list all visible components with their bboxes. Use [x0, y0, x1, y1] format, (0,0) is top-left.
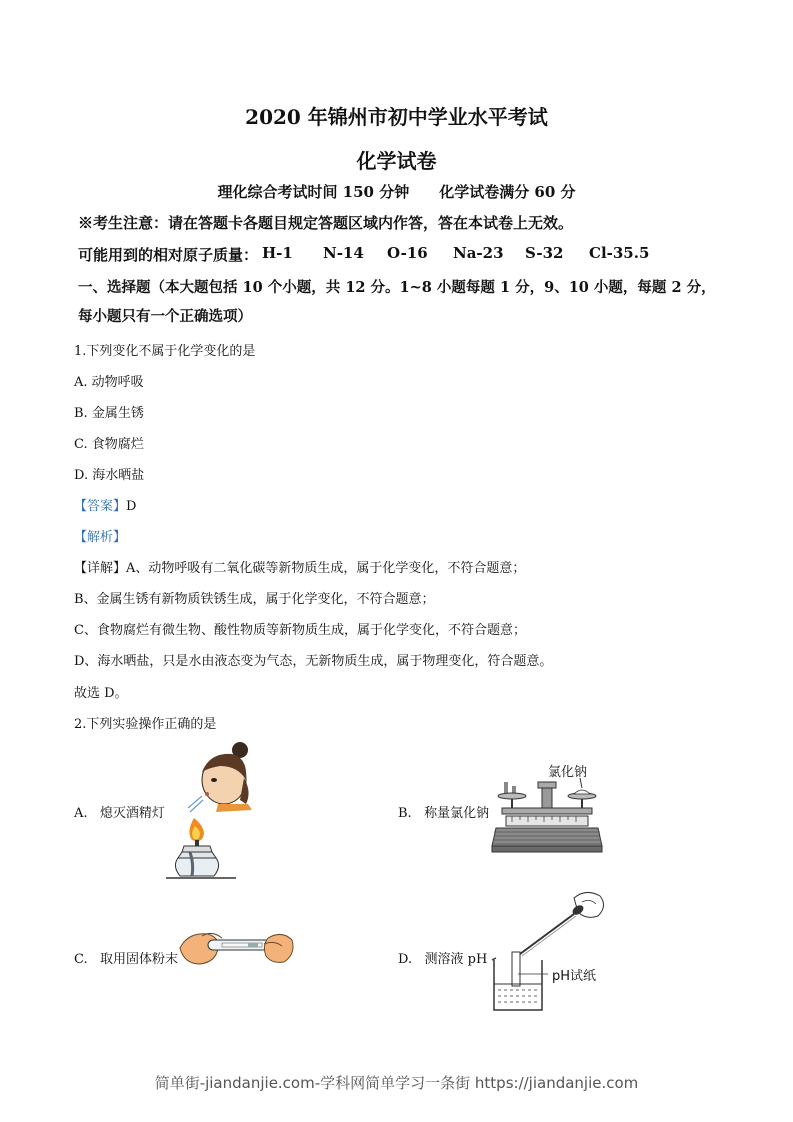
balance-figure	[490, 762, 604, 856]
atomic-mass-o: O-16	[387, 244, 428, 262]
q1-stem: 1.下列变化不属于化学变化的是	[74, 344, 256, 359]
q2-option-b: B. 称量氯化钠	[398, 806, 490, 821]
atomic-mass-s: S-32	[525, 244, 564, 262]
q1-answer	[74, 495, 136, 514]
atomic-mass-cl: Cl-35.5	[589, 244, 650, 262]
nacl-label: 氯化钠	[548, 765, 588, 780]
q1-option-a: A. 动物呼吸	[74, 375, 144, 390]
footer-watermark: 简单街-jiandanjie.com-学科网简单学习一条街 https://jiandanjie.com	[154, 1074, 639, 1092]
q1-option-b: B. 金属生锈	[74, 406, 144, 421]
paper-subtitle: 化学试卷	[356, 149, 437, 173]
answer-label: 【答案】	[74, 499, 127, 514]
atomic-mass-na: Na-23	[453, 244, 504, 262]
detail-line: 【详解】A、动物呼吸有二氧化碳等新物质生成，属于化学变化，不符合题意；	[74, 561, 526, 576]
answer-value: D	[126, 499, 137, 514]
q2-option-c: C. 取用固体粉末	[74, 952, 179, 967]
analysis-label: 【解析】	[74, 530, 127, 545]
q2-option-d: D. 测溶液 pH	[398, 952, 488, 967]
q1-option-d: D. 海水晒盐	[74, 468, 145, 483]
atomic-mass-n: N-14	[323, 244, 364, 262]
section-heading-cont: 每小题只有一个正确选项）	[78, 308, 252, 325]
atomic-mass-row	[78, 244, 258, 265]
ph-paper-label: pH试纸	[552, 969, 597, 984]
detail-line: D、海水晒盐，只是水由液态变为气态，无新物质生成，属于物理变化，符合题意。	[74, 654, 553, 669]
ph-test-figure	[490, 888, 610, 1014]
detail-line: C、食物腐烂有微生物、酸性物质等新物质生成，属于化学变化，不符合题意；	[74, 623, 526, 638]
powder-figure	[178, 922, 296, 978]
alcohol-lamp-figure	[162, 740, 257, 882]
q2-option-a: A. 熄灭酒精灯	[74, 806, 165, 821]
q1-option-c: C. 食物腐烂	[74, 437, 144, 452]
atomic-mass-label: 可能用到的相对原子质量：	[78, 246, 259, 264]
section-heading: 一、选择题（本大题包括 10 个小题，共 12 分。1~8 小题每题 1 分，9、10 小题，每题 2 分，	[78, 279, 716, 296]
detail-line: B、金属生锈有新物质铁锈生成，属于化学变化，不符合题意；	[74, 592, 435, 607]
notice: ※考生注意：请在答题卡各题目规定答题区域内作答，答在本试卷上无效。	[78, 214, 574, 232]
exam-title: 2020 年锦州市初中学业水平考试	[245, 105, 548, 129]
time-info: 理化综合考试时间 150 分钟 化学试卷满分 60 分	[217, 183, 576, 201]
atomic-mass-h: H-1	[262, 244, 293, 262]
conclusion: 故选 D。	[74, 686, 128, 701]
q2-stem: 2.下列实验操作正确的是	[74, 717, 217, 732]
